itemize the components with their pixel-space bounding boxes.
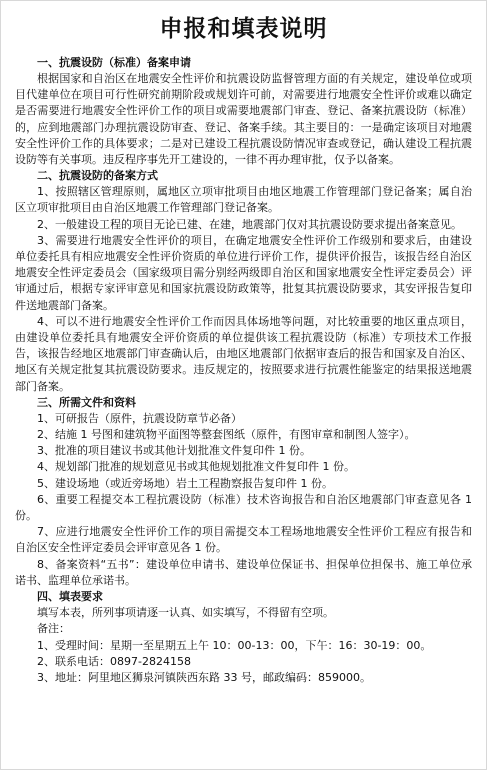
section-3-item-1: 1、可研报告（原件，抗震设防章节必备） [37,411,242,425]
section-1-body: 根据国家和自治区在地震安全性评价和抗震设防监督管理方面的有关规定，建设单位或项目代建单位在项目可行性研究前期阶段或规划许可前，对需要进行地震安全性评价或难以确定是否需要进行地震安全性评价工作的项目或需要地震部门审查、登记、备案抗震设防（标准）的，应到地震部门办理抗震设防审查、登记、备案手续。其主要目的：一是确定该项目对地震安全性评价工作的具体要求；二是对已建设工程抗震设防情况审查或登记，确认建设工程抗震设防等有关事项。违反程序事先开工建设的，一律不再办理审批，仅予以备案。 [15,72,472,167]
section-2-item-3: 3、需要进行地震安全性评价的项目，在确定地震安全性评价工作级别和要求后，由建设单位委托具有相应地震安全性评价资质的单位进行评价工作，提供评价报告，该报告经自治区地震安全性评定委员会（国家级项目需分别经两级即自治区和国家地震安全性评定委员会）评审通过后，根据专家评审意见和国家抗震设防政策等，批复其抗震设防要求，其安评报告复印件送地震部门备案。 [15,233,472,312]
section-4 [15,589,472,686]
section-2-heading: 二、抗震设防的备案方式 [37,169,158,183]
section-3-item-5: 5、建设场地（或近旁场地）岩土工程勘察报告复印件 1 份。 [37,476,333,490]
section-4-heading: 四、填表要求 [37,590,103,604]
note-item-1: 1、受理时间：星期一至星期五上午 10：00-13：00，下午：16：30-19：00。 [37,638,432,652]
document-title: 申报和填表说明 [159,16,328,42]
section-3 [15,395,472,589]
note-item-2: 2、联系电话：0897-2824158 [37,654,191,668]
section-3-item-7: 7、应进行地震安全性评价工作的项目需提交本工程场地地震安全性评价工程应有报告和自治区安全性评定委员会评审意见各 1 份。 [15,525,472,555]
section-3-item-8: 8、备案资料“五书”：建设单位申请书、建设单位保证书、担保单位担保书、施工单位承诺书、监理单位承诺书。 [15,557,472,587]
section-2 [15,168,472,395]
section-4-body: 填写本表，所列事项请逐一认真、如实填写，不得留有空项。 [37,606,334,620]
section-2-item-4: 4、可以不进行地震安全性评价工作而因具体场地等问题，对比较重要的地区重点项目，由建设单位委托具有地震安全评价资质的单位提供该工程抗震设防（标准）专项技术工作报告，该报告经地区地震部门审查确认后，由地区地震部门依据审查后的报告和国家及自治区、地区有关规定批复其抗震设防要求。违反规定的，按照要求进行抗震性能鉴定的结果报送地震部门备案。 [15,314,472,393]
notes-label: 备注： [37,622,70,636]
section-2-item-2: 2、一般建设工程的项目无论已建、在建，地震部门仅对其抗震设防要求提出备案意见。 [37,217,462,231]
section-2-item-1: 1、按照辖区管理原则，属地区立项审批项目由地区地震工作管理部门登记备案；属自治区立项审批项目由自治区地震工作管理部门登记备案。 [15,185,472,215]
section-3-item-3: 3、批准的项目建议书或其他计划批准文件复印件 1 份。 [37,444,311,458]
section-1-heading: 一、抗震设防（标准）备案申请 [37,56,191,69]
section-1 [15,55,472,168]
section-3-item-2: 2、结施 1 号图和建筑物平面图等整套图纸（原件，有图审章和制图人签字）。 [37,428,416,442]
section-3-item-6: 6、重要工程提交本工程抗震设防（标准）技术咨询报告和自治区地震部门审查意见各 1 份。 [15,492,472,523]
note-item-3: 3、地址：阿里地区狮泉河镇陕西东路 33 号，邮政编码：859000。 [37,670,371,684]
section-3-item-4: 4、规划部门批准的规划意见书或其他规划批准文件复印件 1 份。 [37,460,355,474]
section-3-heading: 三、所需文件和资料 [37,395,136,409]
